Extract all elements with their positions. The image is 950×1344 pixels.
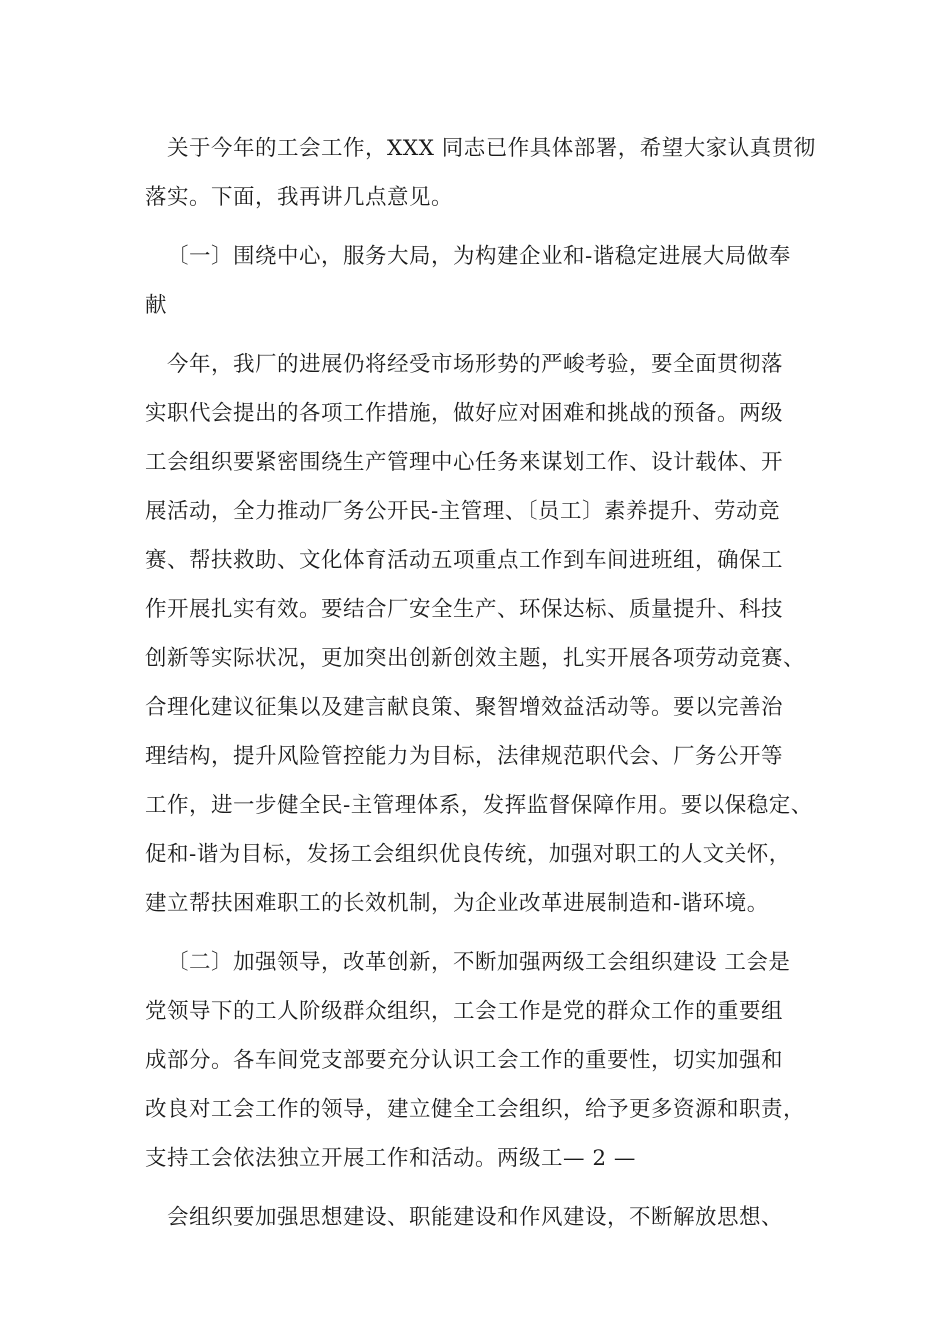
paragraph-line: 作开展扎实有效。要结合厂安全生产、环保达标、质量提升、科技 [145,597,784,622]
paragraph-line: 建立帮扶困难职工的长效机制，为企业改革进展制造和-谐环境。 [145,891,769,916]
paragraph-line: 展活动，全力推动厂务公开民-主管理、〔员工〕素养提升、劳动竞 [145,499,781,524]
paragraph-line: 工作，进一步健全民-主管理体系，发挥监督保障作用。要以保稳定、 [145,793,813,818]
paragraph-line: 今年，我厂的进展仍将经受市场形势的严峻考验，要全面贯彻落 [167,352,784,377]
paragraph-line: 落实。下面，我再讲几点意见。 [145,185,454,210]
document-body [145,124,825,1242]
paragraph-line: 实职代会提出的各项工作措施，做好应对困难和挑战的预备。两级 [145,401,784,426]
paragraph-line: 党领导下的工人阶级群众组织，工会工作是党的群众工作的重要组 [145,999,784,1024]
section-heading-one [145,232,825,330]
paragraph-line: 工会组织要紧密围绕生产管理中心任务来谋划工作、设计载体、开 [145,450,784,475]
paragraph-continuation [145,1193,825,1242]
heading-line: 〔二〕加强领导，改革创新，不断加强两级工会组织建设 工会是 [167,950,791,975]
paragraph-line: 成部分。各车间党支部要充分认识工会工作的重要性，切实加强和 [145,1048,784,1073]
paragraph-line: 合理化建议征集以及建言献良策、聚智增效益活动等。要以完善治 [145,695,784,720]
heading-line: 〔一〕围绕中心，服务大局，为构建企业和-谐稳定进展大局做奉 [167,244,791,269]
paragraph-section-one-body [145,340,825,928]
paragraph-line: 会组织要加强思想建设、职能建设和作风建设，不断解放思想、 [167,1205,784,1230]
paragraph-line: 创新等实际状况，更加突出创新创效主题，扎实开展各项劳动竞赛、 [145,646,806,671]
section-heading-two [145,938,825,1183]
paragraph-line: 理结构，提升风险管控能力为目标，法律规范职代会、厂务公开等 [145,744,784,769]
paragraph-line: 关于今年的工会工作，XXX 同志已作具体部署，希望大家认真贯彻 [167,136,816,161]
heading-line: 献 [145,293,168,318]
paragraph-line: 支持工会依法独立开展工作和活动。两级工— 2 — [145,1146,636,1171]
paragraph-line: 促和-谐为目标，发扬工会组织优良传统，加强对职工的人文关怀， [145,842,791,867]
paragraph-line: 改良对工会工作的领导，建立健全工会组织，给予更多资源和职责， [145,1097,806,1122]
paragraph-line: 赛、帮扶救助、文化体育活动五项重点工作到车间进班组，确保工 [145,548,784,573]
paragraph-intro [145,124,825,222]
